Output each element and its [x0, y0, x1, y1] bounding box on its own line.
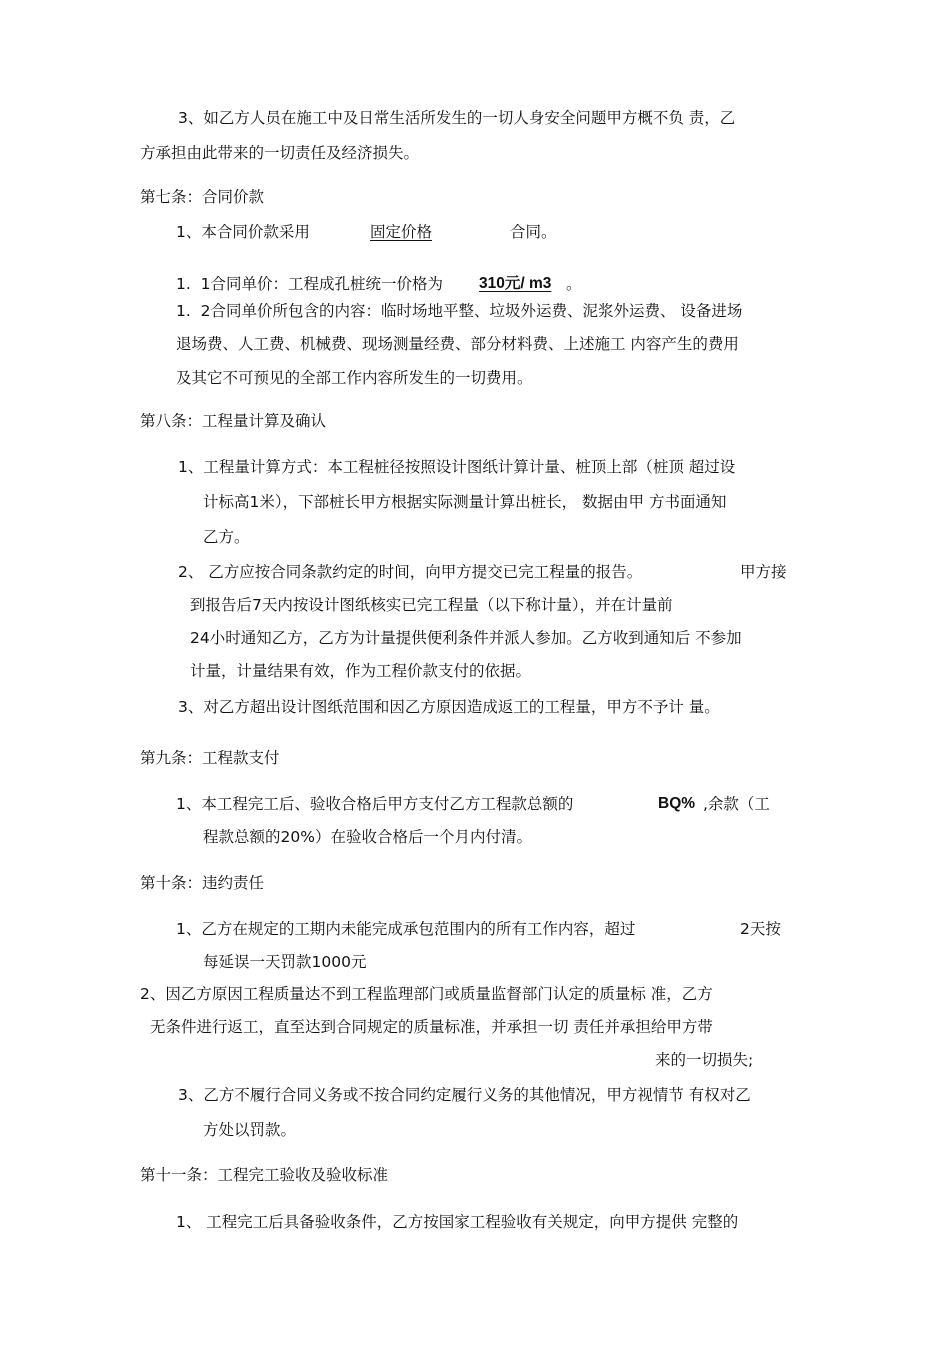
clause-8-item-2-line-1: 2、 乙方应按合同条款约定的时间，向甲方提交已完工程量的报告。: [178, 563, 643, 581]
clause-10-item-2-line-3: 来的一切损失;: [655, 1051, 754, 1069]
clause-7-1-1-end: 。: [566, 275, 582, 293]
contract-price-type: 固定价格: [370, 223, 433, 241]
clause-10-item-2-line-1: 2、因乙方原因工程质量达不到工程监理部门或质量监督部门认定的质量标 准，乙方: [140, 985, 713, 1003]
clause-8-item-2-line-2: 到报告后7天内按设计图纸核实已完工程量（以下称计量），并在计量前: [190, 596, 673, 614]
payment-percentage: BQ%: [658, 795, 696, 812]
heading-article-8: 第八条：工程量计算及确认: [140, 412, 327, 430]
clause-9-item-1-line-1: 1、本工程完工后、验收合格后甲方支付乙方工程款总额的: [176, 795, 574, 813]
clause-10-item-3-line-2: 方处以罚款。: [203, 1121, 297, 1139]
clause-8-item-2-line-1-end: 甲方接: [740, 563, 787, 581]
clause-7-1-2-line-1: 1. 2合同单价所包含的内容：临时场地平整、垃圾外运费、泥浆外运费、 设备进场: [176, 302, 743, 320]
clause-10-item-2-line-2: 无条件进行返工，直至达到合同规定的质量标准，并承担一切 责任并承担给甲方带: [150, 1018, 713, 1036]
clause-6-item-3-line-1: 3、如乙方人员在施工中及日常生活所发生的一切人身安全问题甲方概不负 责，乙: [178, 109, 736, 127]
clause-9-item-1-line-2: 程款总额的20%）在验收合格后一个月内付清。: [203, 828, 532, 846]
heading-article-11: 第十一条：工程完工验收及验收标准: [140, 1166, 389, 1184]
heading-article-9: 第九条：工程款支付: [140, 749, 280, 767]
clause-7-item-1-label: 1、本合同价款采用: [176, 223, 310, 241]
clause-11-item-1-line-1: 1、 工程完工后具备验收条件，乙方按国家工程验收有关规定，向甲方提供 完整的: [176, 1213, 739, 1231]
clause-10-item-3-line-1: 3、乙方不履行合同义务或不按合同约定履行义务的其他情况，甲方视情节 有权对乙: [178, 1086, 751, 1104]
heading-article-10: 第十条：违约责任: [140, 874, 265, 892]
unit-price-value: 310元/ m3: [479, 275, 552, 292]
clause-8-item-2-line-3: 24小时通知乙方，乙方为计量提供便利条件并派人参加。乙方收到通知后 不参加: [190, 629, 742, 647]
clause-10-item-1-line-2: 每延误一天罚款1000元: [203, 953, 367, 971]
clause-10-item-1-line-1-end: 2天按: [740, 920, 781, 938]
clause-8-item-1-line-1: 1、工程量计算方式：本工程桩径按照设计图纸计算计量、桩顶上部（桩顶 超过设: [178, 458, 736, 476]
heading-article-7: 第七条：合同价款: [140, 188, 265, 206]
clause-7-1-1-label: 1. 1合同单价：工程成孔桩统一价格为: [176, 275, 444, 293]
clause-7-1-2-line-3: 及其它不可预见的全部工作内容所发生的一切费用。: [176, 369, 533, 387]
clause-6-item-3-line-2: 方承担由此带来的一切责任及经济损失。: [140, 144, 420, 162]
clause-10-item-1-line-1: 1、乙方在规定的工期内未能完成承包范围内的所有工作内容，超过: [176, 920, 636, 938]
clause-7-item-1-suffix: 合同。: [510, 223, 557, 241]
clause-8-item-1-line-2: 计标高1米），下部桩长甲方根据实际测量计算出桩长， 数据由甲 方书面通知: [203, 493, 727, 511]
clause-8-item-2-line-4: 计量，计量结果有效，作为工程价款支付的依据。: [190, 662, 532, 680]
clause-9-item-1-line-1-end: ,余款（工: [703, 795, 770, 813]
clause-8-item-3: 3、对乙方超出设计图纸范围和因乙方原因造成返工的工程量，甲方不予计 量。: [178, 698, 720, 716]
clause-7-1-2-line-2: 退场费、人工费、机械费、现场测量经费、部分材料费、上述施工 内容产生的费用: [176, 335, 739, 353]
clause-8-item-1-line-3: 乙方。: [203, 528, 250, 546]
